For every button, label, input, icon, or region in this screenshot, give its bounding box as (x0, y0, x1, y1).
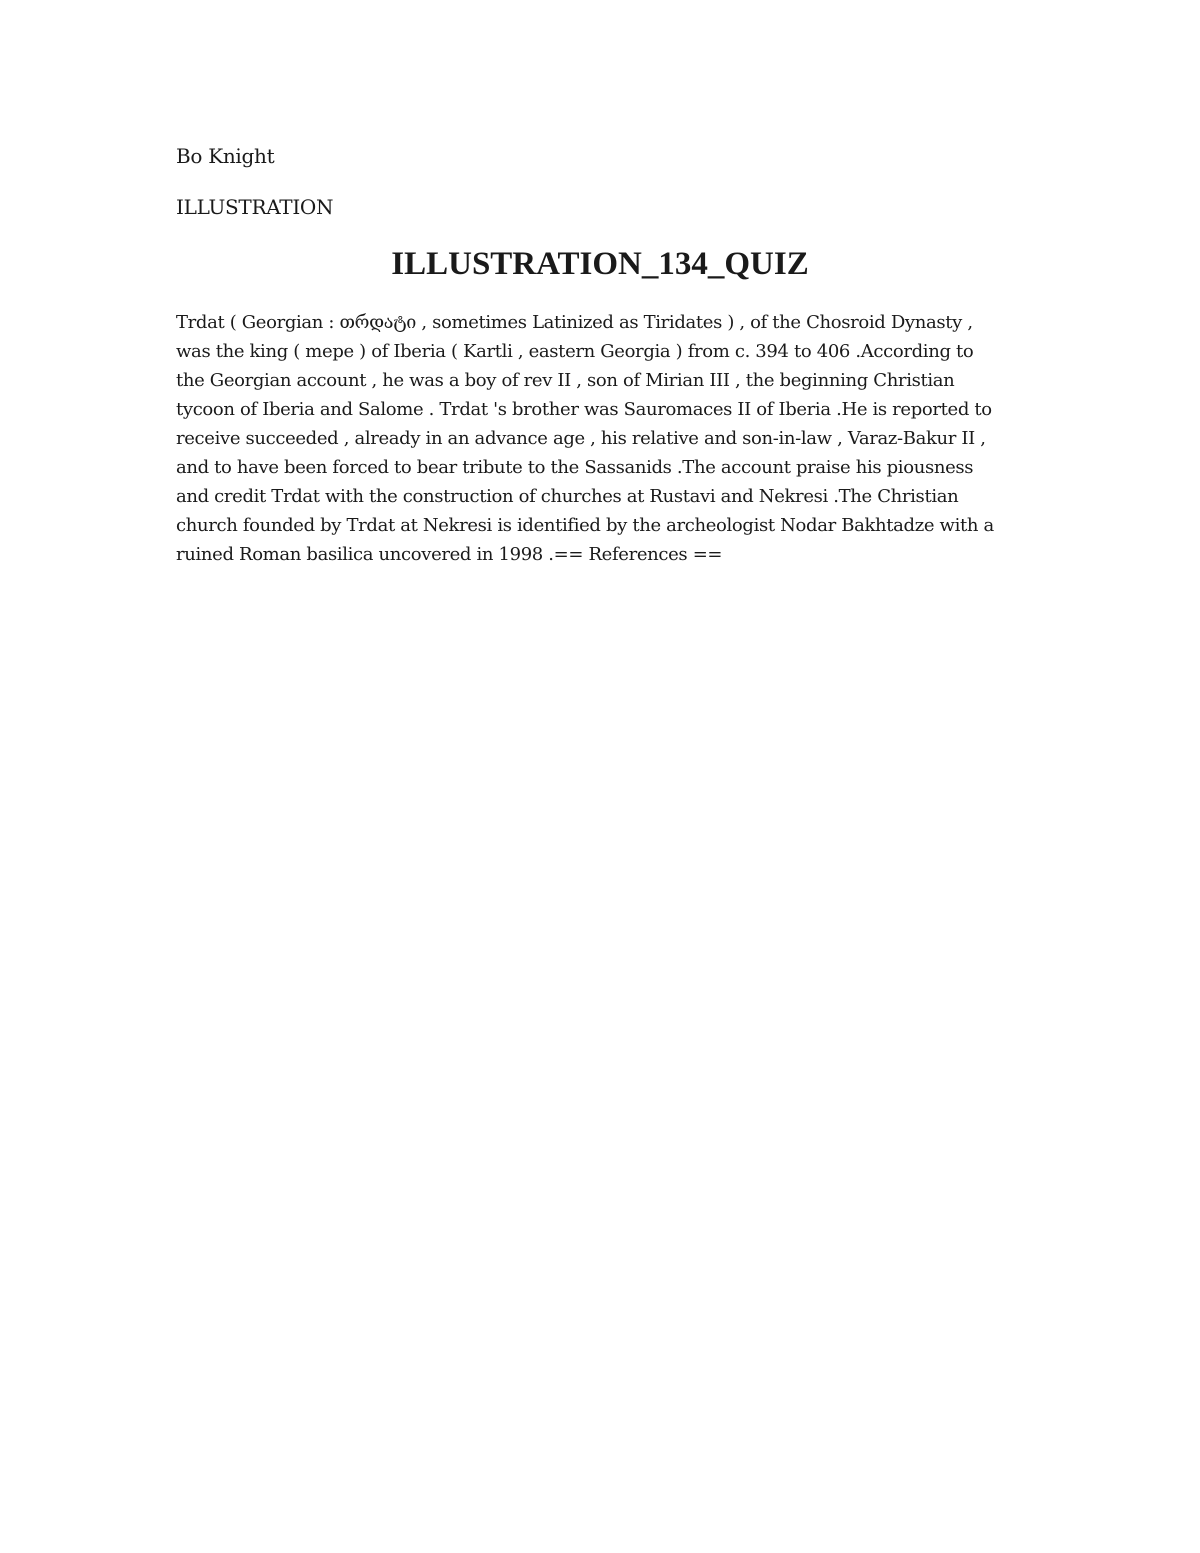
page-title: ILLUSTRATION_134_QUIZ (391, 246, 809, 282)
course-name: ILLUSTRATION (176, 195, 334, 219)
author-name: Bo Knight (176, 144, 275, 168)
body-paragraph: Trdat ( Georgian : თრდატი , sometimes Latinized as Tiridates ) , of the Chosroid Dynasty , was the king ( mepe ) of Iberia ( Kartli , eastern Georgia ) from c. 394 to 406 .According to the Georgian account , he was a boy of rev II , son of Mirian III , the beginning Christian tycoon of Iberia and Salome . Trdat 's brother was Sauromaces II of Iberia .He is reported to receive succeeded , already in an advance age , his relative and son-in-law , Varaz-Bakur II , and to have been forced to bear tribute to the Sassanids .The account praise his piousness and credit Trdat with the construction of churches at Rustavi and Nekresi .The Christian church founded by Trdat at Nekresi is identified by the archeologist Nodar Bakhtadze with a ruined Roman basilica uncovered in 1998 .== References == (176, 312, 994, 565)
